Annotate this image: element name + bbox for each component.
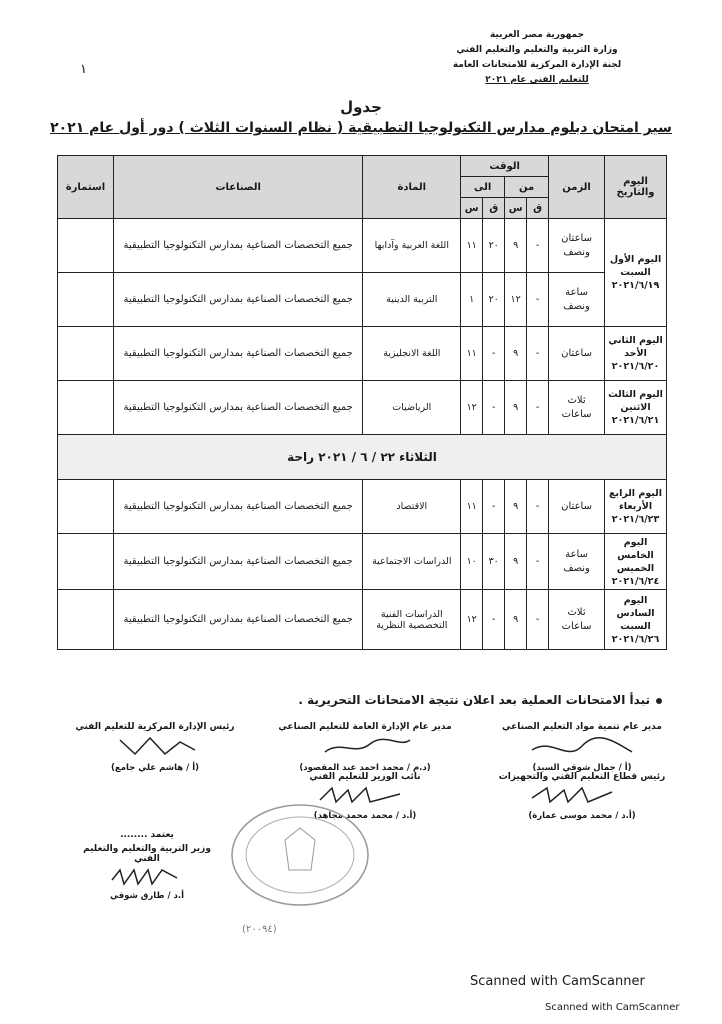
to-s-cell: ١١ <box>461 327 483 381</box>
header-line-1: جمهورية مصر العربية <box>489 30 585 40</box>
minister-name: أ.د / طارق شوقي <box>109 891 185 901</box>
subject-cell: الرياضيات <box>363 381 461 435</box>
subject-cell: اللغة الانجليزية <box>363 327 461 381</box>
form-cell <box>58 273 114 327</box>
header-line-4: للتعليم الفني عام ٢٠٢١ <box>485 75 589 85</box>
col-header-from-q: ق <box>527 198 549 219</box>
to-s-cell: ١٢ <box>461 590 483 650</box>
from-q-cell: - <box>527 327 549 381</box>
to-q-cell: - <box>483 327 505 381</box>
from-q-cell: - <box>527 590 549 650</box>
col-header-to-s: س <box>461 198 483 219</box>
duration-cell: ساعتان ونصف <box>549 219 605 273</box>
form-cell <box>58 327 114 381</box>
handwritten-signature-icon <box>305 732 425 760</box>
day-cell: اليوم الخامس الخميس ٢٠٢١/٦/٢٤ <box>605 534 667 590</box>
signature-block-4 <box>482 772 682 821</box>
signature-title: مدير عام تنمية مواد التعليم الصناعي <box>502 722 662 732</box>
day-cell: اليوم الأول السبت ٢٠٢١/٦/١٩ <box>605 219 667 327</box>
exam-schedule-table <box>57 155 667 650</box>
minister-approval <box>72 830 222 901</box>
col-header-duration: الزمن <box>549 156 605 219</box>
camscanner-watermark: Scanned with CamScanner <box>470 974 645 989</box>
col-header-time: الوقت <box>461 156 549 177</box>
handwritten-signature-icon <box>102 864 192 888</box>
col-header-subject: المادة <box>363 156 461 219</box>
duration-cell: ثلاث ساعات <box>549 381 605 435</box>
industries-cell: جميع التخصصات الصناعية بمدارس التكنولوجيا التطبيقية <box>114 381 363 435</box>
from-s-cell: ٩ <box>505 327 527 381</box>
table-row <box>58 590 667 650</box>
day-cell: اليوم السادس السبت ٢٠٢١/٦/٢٦ <box>605 590 667 650</box>
signature-title: رئيس الإدارة المركزية للتعليم الفني <box>75 722 235 732</box>
signature-title: مدير عام الإدارة العامة للتعليم الصناعي <box>278 722 452 732</box>
table-row <box>58 480 667 534</box>
practical-exam-note <box>298 693 662 707</box>
from-s-cell: ٩ <box>505 480 527 534</box>
duration-cell: ساعتان <box>549 480 605 534</box>
form-cell <box>58 480 114 534</box>
subject-cell: الدراسات الاجتماعية <box>363 534 461 590</box>
form-cell <box>58 381 114 435</box>
industries-cell: جميع التخصصات الصناعية بمدارس التكنولوجيا التطبيقية <box>114 273 363 327</box>
duration-cell: ساعتان <box>549 327 605 381</box>
form-cell <box>58 534 114 590</box>
to-s-cell: ١ <box>461 273 483 327</box>
duration-cell: ساعة ونصف <box>549 273 605 327</box>
to-q-cell: ٢٠ <box>483 219 505 273</box>
from-s-cell: ٩ <box>505 590 527 650</box>
table-row <box>58 219 667 273</box>
industries-cell: جميع التخصصات الصناعية بمدارس التكنولوجيا التطبيقية <box>114 480 363 534</box>
signature-title: رئيس قطاع التعليم الفني والتجهيزات <box>498 772 666 782</box>
doc-title: جدول <box>340 98 382 116</box>
col-header-to: الى <box>461 177 505 198</box>
camscanner-watermark-small: Scanned with CamScanner <box>545 1002 680 1013</box>
signature-name: (أ.د / محمد محمد مجاهد) <box>313 811 417 821</box>
day-cell: اليوم الثاني الأحد ٢٠٢١/٦/٢٠ <box>605 327 667 381</box>
to-s-cell: ١١ <box>461 219 483 273</box>
duration-cell: ساعة ونصف <box>549 534 605 590</box>
table-row <box>58 381 667 435</box>
from-q-cell: - <box>527 219 549 273</box>
handwritten-signature-icon <box>522 732 642 760</box>
form-cell <box>58 590 114 650</box>
subject-cell: التربية الدينية <box>363 273 461 327</box>
col-header-industries: الصناعات <box>114 156 363 219</box>
signature-block-2 <box>260 722 470 773</box>
to-q-cell: - <box>483 381 505 435</box>
from-s-cell: ٩ <box>505 219 527 273</box>
to-q-cell: - <box>483 590 505 650</box>
page-number: ١ <box>80 62 87 77</box>
form-cell <box>58 219 114 273</box>
from-s-cell: ٩ <box>505 381 527 435</box>
approve-label: يعتمد ........ <box>120 830 174 840</box>
from-q-cell: - <box>527 381 549 435</box>
table-row <box>58 327 667 381</box>
doc-subtitle: سير امتحان دبلوم مدارس التكنولوجيا التطبيقية ( نظام السنوات الثلاث ) دور أول عام ٢٠٢١ <box>50 120 672 136</box>
rest-day-row <box>58 435 667 480</box>
signature-name: (أ.د / محمد موسى عمارة) <box>528 811 636 821</box>
handwritten-signature-icon <box>522 782 642 808</box>
subject-cell: اللغة العربية وآدابها <box>363 219 461 273</box>
to-q-cell: - <box>483 480 505 534</box>
bullet-icon <box>656 698 662 704</box>
to-s-cell: ١١ <box>461 480 483 534</box>
day-cell: اليوم الثالث الاثنين ٢٠٢١/٦/٢١ <box>605 381 667 435</box>
subject-cell: الاقتصاد <box>363 480 461 534</box>
to-q-cell: ٢٠ <box>483 273 505 327</box>
signature-block-1 <box>482 722 682 773</box>
minister-title: وزير التربية والتعليم والتعليم الفني <box>83 844 211 864</box>
col-header-from: من <box>505 177 549 198</box>
industries-cell: جميع التخصصات الصناعية بمدارس التكنولوجيا التطبيقية <box>114 327 363 381</box>
from-q-cell: - <box>527 534 549 590</box>
industries-cell: جميع التخصصات الصناعية بمدارس التكنولوجيا التطبيقية <box>114 590 363 650</box>
col-header-form: استمارة <box>58 156 114 219</box>
col-header-from-s: س <box>505 198 527 219</box>
signature-block-3 <box>60 722 250 773</box>
from-s-cell: ٩ <box>505 534 527 590</box>
header-line-3: لجنة الإدارة المركزية للامتحانات العامة <box>452 60 622 70</box>
subject-cell: الدراسات الفنية التخصصية النظرية <box>363 590 461 650</box>
note-text: تبدأ الامتحانات العملية بعد اعلان نتيجة الامتحانات التحريرية . <box>298 693 650 707</box>
table-row <box>58 273 667 327</box>
col-header-day: اليوم والتاريخ <box>605 156 667 219</box>
header-line-2: وزارة التربية والتعليم والتعليم الفني <box>456 45 618 55</box>
day-cell: اليوم الرابع الأربعاء ٢٠٢١/٦/٢٣ <box>605 480 667 534</box>
official-seal-icon <box>225 800 375 910</box>
from-s-cell: ١٢ <box>505 273 527 327</box>
from-q-cell: - <box>527 480 549 534</box>
ministry-header <box>422 28 652 88</box>
handwritten-signature-icon <box>105 732 205 760</box>
signature-title: نائب الوزير للتعليم الفني <box>309 772 421 782</box>
to-s-cell: ١٠ <box>461 534 483 590</box>
signature-name: (أ / جمال شوقي السيد) <box>532 763 632 773</box>
col-header-to-q: ق <box>483 198 505 219</box>
stamp-number: (٢٠٠٩٤) <box>242 924 277 935</box>
duration-cell: ثلاث ساعات <box>549 590 605 650</box>
signature-name: (أ / هاشم علي جامع) <box>111 763 199 773</box>
from-q-cell: - <box>527 273 549 327</box>
to-q-cell: ٣٠ <box>483 534 505 590</box>
rest-day-label: الثلاثاء ٢٢ / ٦ / ٢٠٢١ راحة <box>58 435 667 480</box>
table-row <box>58 534 667 590</box>
signature-name: (د.م / محمد احمد عبد المقصود) <box>299 763 431 773</box>
to-s-cell: ١٢ <box>461 381 483 435</box>
industries-cell: جميع التخصصات الصناعية بمدارس التكنولوجيا التطبيقية <box>114 219 363 273</box>
industries-cell: جميع التخصصات الصناعية بمدارس التكنولوجيا التطبيقية <box>114 534 363 590</box>
